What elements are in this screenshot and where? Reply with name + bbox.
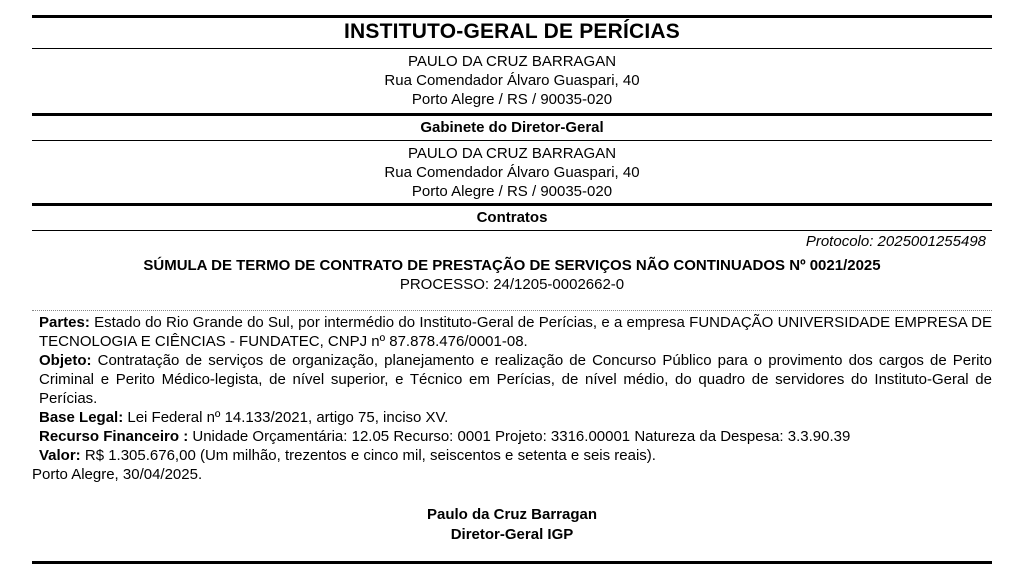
objeto-text: Contratação de serviços de organização, planejamento e realização de Concurso Público para o provimento dos cargos de Perito Criminal e Perito Médico-legista, de nível superior, e Técnico em Perícias, de nível médio, do quadro de servidores do Instituto-Geral de Perícias. (39, 352, 992, 407)
partes-paragraph (32, 313, 992, 351)
objeto-paragraph (32, 351, 992, 408)
address-name: PAULO DA CRUZ BARRAGAN (407, 53, 617, 70)
objeto-label: Objeto: (39, 352, 92, 369)
valor-paragraph (32, 446, 992, 465)
section-rule (32, 113, 992, 116)
partes-text: Estado do Rio Grande do Sul, por intermédio do Instituto-Geral de Perícias, e a empresa FUNDAÇÃO UNIVERSIDADE EMPRESA DE TECNOLOGIA E CIÊNCIAS - FUNDATEC, CNPJ nº 87.878.476/0001-08. (39, 314, 992, 350)
section-title-contratos: Contratos (476, 209, 548, 226)
signature-role: Diretor-Geral IGP (450, 526, 574, 543)
base-legal-label: Base Legal: (39, 409, 124, 426)
institution-title: INSTITUTO-GERAL DE PERÍCIAS (344, 20, 680, 43)
processo-number: PROCESSO: 24/1205-0002662-0 (399, 276, 625, 293)
top-rule (32, 15, 992, 18)
recurso-text: Unidade Orçamentária: 12.05 Recurso: 0001 Projeto: 3316.00001 Natureza da Despesa: 3.3.90.39 (188, 428, 851, 445)
address-city: Porto Alegre / RS / 90035-020 (411, 91, 613, 108)
recurso-paragraph (32, 427, 992, 446)
divider (32, 140, 992, 141)
recurso-label: Recurso Financeiro : (39, 428, 189, 445)
document-page (32, 0, 992, 571)
signature-block (32, 505, 992, 545)
address-name: PAULO DA CRUZ BARRAGAN (407, 145, 617, 162)
address-city: Porto Alegre / RS / 90035-020 (411, 183, 613, 200)
divider (32, 48, 992, 49)
section-title-gabinete: Gabinete do Diretor-Geral (420, 119, 604, 136)
address-street: Rua Comendador Álvaro Guaspari, 40 (384, 164, 640, 181)
base-legal-paragraph (32, 408, 992, 427)
base-legal-text: Lei Federal nº 14.133/2021, artigo 75, inciso XV. (123, 409, 449, 426)
section-rule (32, 203, 992, 206)
dotted-separator (32, 310, 992, 311)
protocol-number: Protocolo: 2025001255498 (805, 233, 986, 250)
bottom-rule (32, 561, 992, 564)
place-date: Porto Alegre, 30/04/2025. (32, 466, 203, 483)
divider (32, 230, 992, 231)
valor-text: R$ 1.305.676,00 (Um milhão, trezentos e cinco mil, seiscentos e setenta e seis reais). (80, 447, 656, 464)
partes-label: Partes: (39, 314, 90, 331)
address-block-1 (32, 52, 992, 109)
contract-body (32, 313, 992, 484)
address-street: Rua Comendador Álvaro Guaspari, 40 (384, 72, 640, 89)
valor-label: Valor: (39, 447, 81, 464)
address-block-2 (32, 144, 992, 201)
signature-name: Paulo da Cruz Barragan (426, 506, 598, 523)
sumula-title: SÚMULA DE TERMO DE CONTRATO DE PRESTAÇÃO DE SERVIÇOS NÃO CONTINUADOS Nº 0021/2025 (143, 257, 881, 274)
